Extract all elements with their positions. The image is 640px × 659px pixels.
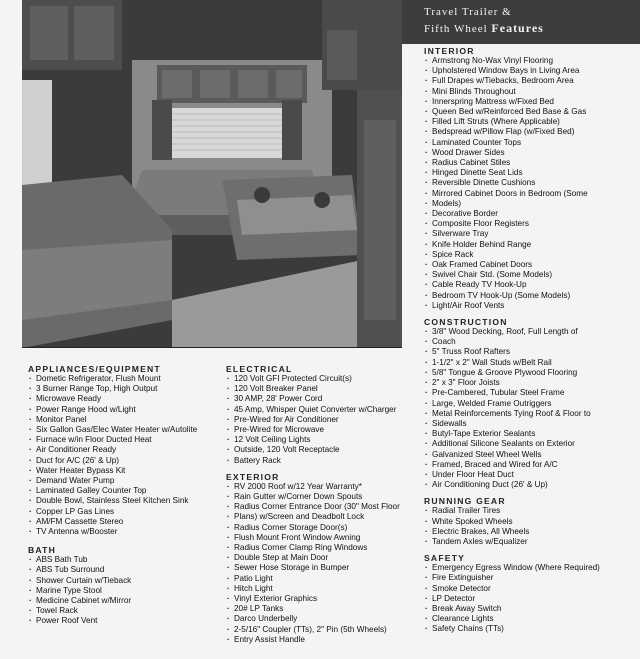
- interior-item: · Queen Bed w/Reinforced Bed Base & Gas: [424, 107, 638, 117]
- interior-item: · Radius Cabinet Stiles: [424, 158, 638, 168]
- bath-item: · Shower Curtain w/Tieback: [28, 576, 228, 586]
- header-line-1: Travel Trailer &: [424, 6, 512, 18]
- construction-title: CONSTRUCTION: [424, 317, 508, 328]
- electrical-item: · Outside, 120 Volt Receptacle: [226, 445, 422, 455]
- bath-item: · Towel Rack: [28, 606, 228, 616]
- appliances-item: · Microwave Ready: [28, 394, 228, 404]
- construction-item: · 2" x 3" Floor Joists: [424, 378, 638, 388]
- running-gear-item: · White Spoked Wheels: [424, 517, 638, 527]
- electrical-item: · 120 Volt GFI Protected Circuit(s): [226, 374, 422, 384]
- construction-item: · Sidewalls: [424, 419, 638, 429]
- exterior-item: · Entry Assist Handle: [226, 635, 422, 645]
- appliances-list: [28, 374, 228, 537]
- interior-item: · Knife Holder Behind Range: [424, 240, 638, 250]
- construction-item: · Metal Reinforcements Tying Roof & Floor to: [424, 409, 638, 419]
- interior-item: · Filled Lift Struts (Where Applicable): [424, 117, 638, 127]
- electrical-item: · Pre-Wired for Air Conditioner: [226, 415, 422, 425]
- interior-title: INTERIOR: [424, 46, 475, 56]
- interior-item: · Wood Drawer Sides: [424, 148, 638, 158]
- appliances-item: · Water Heater Bypass Kit: [28, 466, 228, 476]
- safety-item: · Clearance Lights: [424, 614, 638, 624]
- construction-item: · Under Floor Heat Duct: [424, 470, 638, 480]
- interior-item: · Upholstered Window Bays in Living Area: [424, 66, 638, 76]
- electrical-title: ELECTRICAL: [226, 364, 293, 374]
- interior-item: · Armstrong No-Wax Vinyl Flooring: [424, 56, 638, 66]
- appliances-item: · Monitor Panel: [28, 415, 228, 425]
- interior-item: · Swivel Chair Std. (Some Models): [424, 270, 638, 280]
- electrical-item: · 30 AMP, 28' Power Cord: [226, 394, 422, 404]
- appliances-item: · Dometic Refrigerator, Flush Mount: [28, 374, 228, 384]
- appliances-item: · Copper LP Gas Lines: [28, 507, 228, 517]
- construction-item: · Large, Welded Frame Outriggers: [424, 399, 638, 409]
- interior-item: · Silverware Tray: [424, 229, 638, 239]
- construction-item: · Framed, Braced and Wired for A/C: [424, 460, 638, 470]
- exterior-item: · Rain Gutter w/Corner Down Spouts: [226, 492, 422, 502]
- running-gear-item: · Tandem Axles w/Equalizer: [424, 537, 638, 547]
- interior-list: [424, 56, 638, 311]
- exterior-item: · Double Step at Main Door: [226, 553, 422, 563]
- interior-item: · Composite Floor Registers: [424, 219, 638, 229]
- safety-item: · Fire Extinguisher: [424, 573, 638, 583]
- safety-list: [424, 563, 638, 634]
- construction-item: · 5/8" Tongue & Groove Plywood Flooring: [424, 368, 638, 378]
- electrical-item: · Pre-Wired for Microwave: [226, 425, 422, 435]
- interior-item: · Cable Ready TV Hook-Up: [424, 280, 638, 290]
- appliances-item: · Six Gallon Gas/Elec Water Heater w/Autolite: [28, 425, 228, 435]
- bath-item: · Medicine Cabinet w/Mirror: [28, 596, 228, 606]
- appliances-item: · 3 Burner Range Top, High Output: [28, 384, 228, 394]
- interior-item: · Decorative Border: [424, 209, 638, 219]
- appliances-column: [28, 364, 228, 627]
- right-column: [424, 46, 638, 635]
- exterior-item: · Radius Corner Clamp Ring Windows: [226, 543, 422, 553]
- running-gear-title: RUNNING GEAR: [424, 496, 506, 507]
- appliances-item: · Double Bowl, Stainless Steel Kitchen Sink: [28, 496, 228, 506]
- electrical-list: [226, 374, 422, 466]
- electrical-item: · 45 Amp, Whisper Quiet Converter w/Charger: [226, 405, 422, 415]
- construction-item: · 5" Truss Roof Rafters: [424, 347, 638, 357]
- features-header: [402, 0, 640, 44]
- interior-item: · Bedspread w/Pillow Flap (w/Fixed Bed): [424, 127, 638, 137]
- bath-title: BATH: [28, 545, 57, 556]
- exterior-item: · Sewer Hose Storage in Bumper: [226, 563, 422, 573]
- construction-item: · 1-1/2" x 2" Wall Studs w/Belt Rail: [424, 358, 638, 368]
- exterior-item: · Darco Underbelly: [226, 614, 422, 624]
- exterior-item: · Vinyl Exterior Graphics: [226, 594, 422, 604]
- running-gear-item: · Radial Trailer Tires: [424, 506, 638, 516]
- safety-item: · Smoke Detector: [424, 584, 638, 594]
- appliances-item: · Furnace w/in Floor Ducted Heat: [28, 435, 228, 445]
- construction-list: [424, 327, 638, 490]
- electrical-column: [226, 364, 422, 645]
- exterior-item: · Patio Light: [226, 574, 422, 584]
- exterior-item: · Hitch Light: [226, 584, 422, 594]
- appliances-item: · Duct for A/C (26' & Up): [28, 456, 228, 466]
- interior-item: · Full Drapes w/Tiebacks, Bedroom Area: [424, 76, 638, 86]
- running-gear-list: [424, 506, 638, 547]
- interior-item: · Innerspring Mattress w/Fixed Bed: [424, 97, 638, 107]
- interior-item: · Mirrored Cabinet Doors in Bedroom (Some: [424, 189, 638, 199]
- exterior-list: [226, 482, 422, 645]
- exterior-item: · 20# LP Tanks: [226, 604, 422, 614]
- header-line-2a: Fifth Wheel: [424, 23, 492, 35]
- running-gear-item: · Electric Brakes, All Wheels: [424, 527, 638, 537]
- interior-item: · Models): [424, 199, 638, 209]
- bath-item: · Marine Type Stool: [28, 586, 228, 596]
- interior-item: · Spice Rack: [424, 250, 638, 260]
- construction-item: · Pre-Cambered, Tubular Steel Frame: [424, 388, 638, 398]
- appliances-item: · Air Conditioner Ready: [28, 445, 228, 455]
- appliances-title: APPLIANCES/EQUIPMENT: [28, 364, 161, 374]
- header-line-2: [424, 20, 630, 37]
- bath-item: · Power Roof Vent: [28, 616, 228, 626]
- construction-item: · Air Conditioning Duct (26' & Up): [424, 480, 638, 490]
- appliances-item: · TV Antenna w/Booster: [28, 527, 228, 537]
- exterior-item: · 2-5/16" Coupler (TTs), 2" Pin (5th Wheels): [226, 625, 422, 635]
- safety-item: · Break Away Switch: [424, 604, 638, 614]
- construction-item: · Butyl-Tape Exterior Sealants: [424, 429, 638, 439]
- exterior-item: · RV 2000 Roof w/12 Year Warranty*: [226, 482, 422, 492]
- appliances-item: · Laminated Galley Counter Top: [28, 486, 228, 496]
- safety-item: · Safety Chains (TTs): [424, 624, 638, 634]
- electrical-item: · Battery Rack: [226, 456, 422, 466]
- interior-item: · Mini Blinds Throughout: [424, 87, 638, 97]
- interior-item: · Bedroom TV Hook-Up (Some Models): [424, 291, 638, 301]
- header-line-2b: Features: [491, 21, 544, 35]
- electrical-item: · 12 Volt Ceiling Lights: [226, 435, 422, 445]
- safety-item: · LP Detector: [424, 594, 638, 604]
- exterior-title: EXTERIOR: [226, 471, 280, 482]
- bath-item: · ABS Tub Surround: [28, 565, 228, 575]
- construction-item: · Galvanized Steel Wheel Wells: [424, 450, 638, 460]
- safety-item: · Emergency Egress Window (Where Required): [424, 563, 638, 573]
- exterior-item: · Radius Corner Entrance Door (30" Most Floor: [226, 502, 422, 512]
- safety-title: SAFETY: [424, 553, 466, 564]
- interior-item: · Laminated Counter Tops: [424, 138, 638, 148]
- appliances-item: · Demand Water Pump: [28, 476, 228, 486]
- bath-list: [28, 555, 228, 626]
- electrical-item: · 120 Volt Breaker Panel: [226, 384, 422, 394]
- interior-photo: [22, 0, 402, 348]
- construction-item: · Coach: [424, 337, 638, 347]
- interior-item: · Reversible Dinette Cushions: [424, 178, 638, 188]
- bath-item: · ABS Bath Tub: [28, 555, 228, 565]
- appliances-item: · AM/FM Cassette Stereo: [28, 517, 228, 527]
- exterior-item: · Radius Corner Storage Door(s): [226, 523, 422, 533]
- interior-item: · Light/Air Roof Vents: [424, 301, 638, 311]
- exterior-item: · Plans) w/Screen and Deadbolt Lock: [226, 512, 422, 522]
- interior-item: · Hinged Dinette Seat Lids: [424, 168, 638, 178]
- exterior-item: · Flush Mount Front Window Awning: [226, 533, 422, 543]
- construction-item: · Additional Silicone Sealants on Exterior: [424, 439, 638, 449]
- interior-item: · Oak Framed Cabinet Doors: [424, 260, 638, 270]
- construction-item: · 3/8" Wood Decking, Roof, Full Length of: [424, 327, 638, 337]
- appliances-item: · Power Range Hood w/Light: [28, 405, 228, 415]
